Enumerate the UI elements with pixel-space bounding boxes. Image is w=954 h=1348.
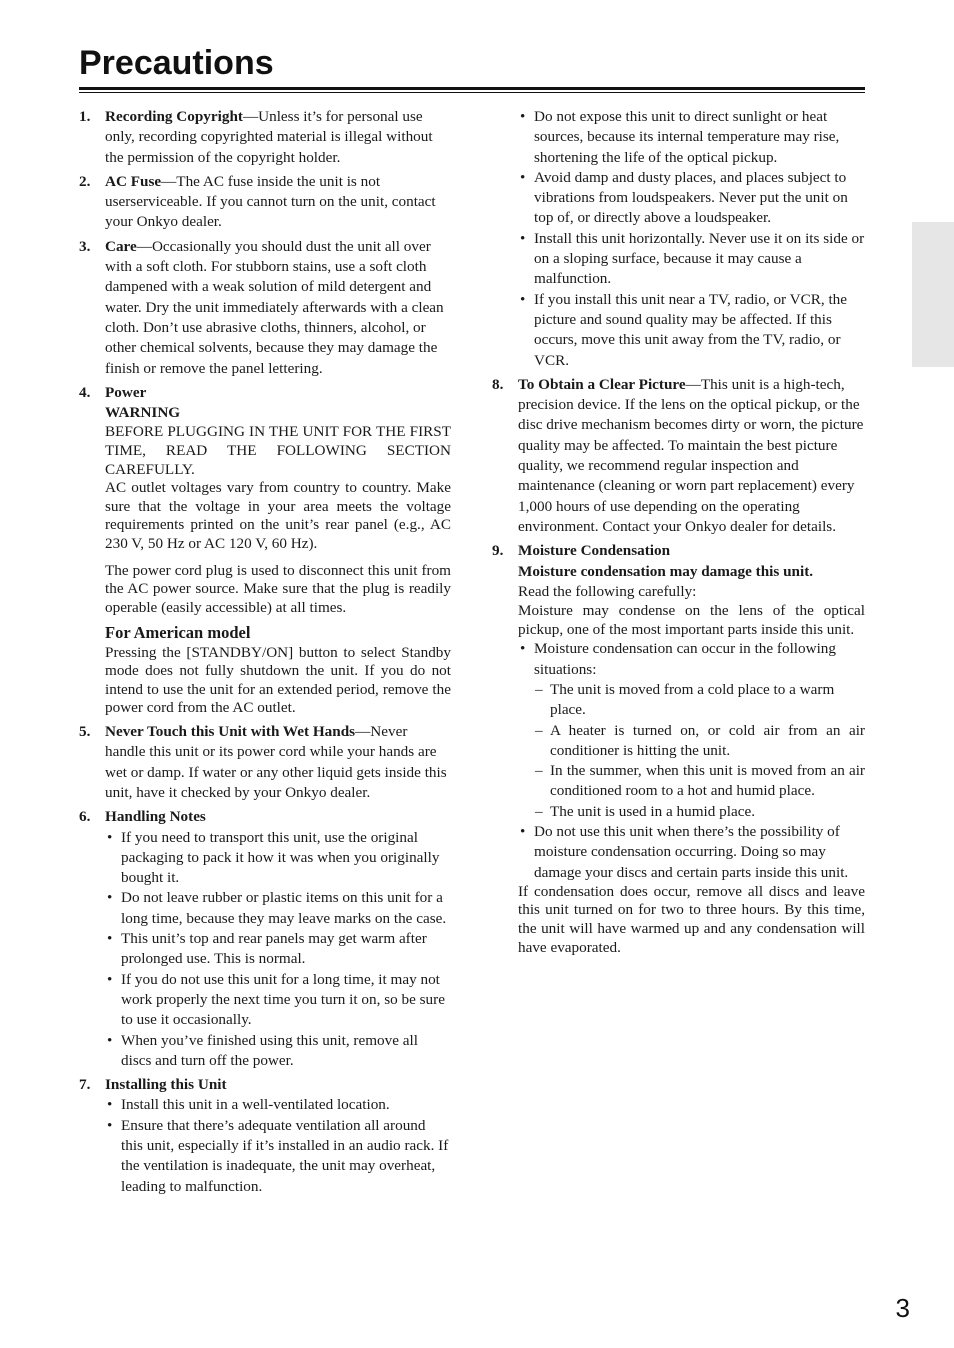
- list-item: • Do not leave rubber or plastic items on this unit for a long time, because they may leave marks on the case.: [105, 888, 451, 929]
- section-tab-marker: [912, 222, 954, 367]
- installing-list-continued: [518, 107, 865, 371]
- item-number: 6.: [79, 808, 91, 826]
- list-item: • Avoid damp and dusty places, and places subject to vibrations from loudspeakers. Never put the unit on top of, or directly above a loudspeaker.: [518, 168, 865, 229]
- precaution-item-clear-picture: [492, 375, 865, 537]
- precaution-item-installing: [79, 1075, 451, 1197]
- precaution-item-wet-hands: [79, 722, 451, 803]
- american-model-heading: For American model: [105, 623, 251, 643]
- moisture-subheading: Moisture condensation may damage this unit.: [518, 562, 814, 580]
- item-heading: Recording Copyright: [105, 108, 243, 125]
- item-heading: Installing this Unit: [105, 1076, 227, 1094]
- item-number: 8.: [492, 375, 504, 393]
- item-heading: To Obtain a Clear Picture: [518, 375, 686, 393]
- precaution-item-recording-copyright: [79, 107, 451, 168]
- title-rule: [79, 87, 865, 90]
- list-item: • When you’ve finished using this unit, remove all discs and turn off the power.: [105, 1031, 451, 1072]
- moisture-closing: If condensation does occur, remove all discs and leave this unit turned on for two to three hours. By this time, the unit will have warmed up and any condensation will have evaporated.: [518, 882, 865, 956]
- list-item: – The unit is used in a humid place.: [534, 802, 865, 822]
- precaution-item-installing-continued: [492, 107, 865, 371]
- precaution-item-care: [79, 237, 451, 379]
- handling-notes-list: [105, 828, 451, 1072]
- list-item: • This unit’s top and rear panels may get warm after prolonged use. This is normal.: [105, 929, 451, 970]
- installing-list: [105, 1095, 451, 1196]
- item-number: 3.: [79, 237, 91, 255]
- situations-list: [534, 680, 865, 822]
- list-item: • Do not expose this unit to direct sunlight or heat sources, because its internal temperature may rise, shortening the life of the optical pickup.: [518, 107, 865, 168]
- list-item: [518, 639, 865, 822]
- precaution-item-moisture: [492, 541, 865, 957]
- list-item: – A heater is turned on, or cold air from an air conditioner is hitting the unit.: [534, 721, 865, 762]
- list-item-text: • Moisture condensation can occur in the following situations:: [534, 640, 836, 678]
- moisture-list: [518, 639, 865, 883]
- item-number: 1.: [79, 108, 91, 125]
- item-heading: Handling Notes: [105, 808, 206, 826]
- item-text: —This unit is a high-tech, precision device. If the lens on the optical pickup, or the disc drive mechanism becomes dirty or worn, the picture quality may be affected. To maintain the best picture quality, we recommend regular inspection and maintenance (cleaning or worn part replacement) every 1,000 hours of use depending on the operating environment. Contact your Onkyo dealer for details.: [518, 375, 864, 535]
- item-number: 5.: [79, 723, 91, 741]
- item-heading: Moisture Condensation: [518, 542, 671, 560]
- precaution-item-handling-notes: [79, 807, 451, 1071]
- voltage-text: AC outlet voltages vary from country to country. Make sure that the voltage in your area meets the voltage requirements printed on the unit’s rear panel (e.g., AC 230 V, 50 Hz or AC 120 V, 60 Hz).: [105, 479, 451, 553]
- american-model-text: Pressing the [STANDBY/ON] button to select Standby mode does not fully shutdown the unit. If you do not intend to use the unit for an extended period, remove the power cord from the AC outlet.: [105, 643, 451, 717]
- page-title: Precautions: [79, 44, 274, 82]
- title-rule-thin: [79, 92, 865, 93]
- left-column: [79, 107, 451, 1201]
- item-heading: Power: [105, 383, 147, 401]
- item-number: 7.: [79, 1076, 91, 1094]
- list-item: – The unit is moved from a cold place to a warm place.: [534, 680, 865, 721]
- list-item: • Ensure that there’s adequate ventilation all around this unit, especially if it’s installed in an audio rack. If the ventilation is inadequate, the unit may overheat, leading to malfunction.: [105, 1116, 451, 1197]
- item-heading: AC Fuse: [105, 172, 162, 190]
- list-item: • Do not use this unit when there’s the possibility of moisture condensation occurring. Doing so may damage your discs and certain parts inside this unit.: [518, 822, 865, 883]
- item-heading: Never Touch this Unit with Wet Hands: [105, 723, 356, 741]
- list-item: • If you do not use this unit for a long time, it may not work properly the next time you turn it on, so be sure to use it occasionally.: [105, 970, 451, 1031]
- read-carefully-text: Read the following carefully:: [518, 582, 697, 600]
- list-item: • Install this unit horizontally. Never use it on its side or on a sloping surface, because it may cause a malfunction.: [518, 229, 865, 290]
- item-number: 9.: [492, 542, 504, 560]
- plug-text: The power cord plug is used to disconnect this unit from the AC power source. Make sure that the plug is readily operable (easily accessible) at all times.: [105, 561, 451, 616]
- item-text: —Occasionally you should dust the unit all over with a soft cloth. For stubborn stains, use a soft cloth dampened with a weak solution of mild detergent and water. Dry the unit immediately afterwards with a clean cloth. Don’t use abrasive cloths, thinners, alcohol, or other chemical solvents, because they may damage the finish or remove the panel lettering.: [105, 237, 444, 377]
- warning-label: WARNING: [105, 404, 181, 422]
- item-number: 2.: [79, 172, 91, 190]
- moisture-intro: Moisture may condense on the lens of the optical pickup, one of the most important parts inside this unit.: [518, 602, 865, 638]
- list-item: • If you install this unit near a TV, radio, or VCR, the picture and sound quality may be affected. If this occurs, move this unit away from the TV, radio, or VCR.: [518, 290, 865, 371]
- warning-text: BEFORE PLUGGING IN THE UNIT FOR THE FIRST TIME, READ THE FOLLOWING SECTION CAREFULLY.: [105, 423, 451, 478]
- list-item: – In the summer, when this unit is moved from an air conditioned room to a hot and humid place.: [534, 761, 865, 802]
- list-item: • If you need to transport this unit, use the original packaging to pack it how it was when you originally bought it.: [105, 828, 451, 889]
- precaution-item-ac-fuse: [79, 172, 451, 233]
- item-text: —The AC fuse inside the unit is not userserviceable. If you cannot turn on the unit, contact your Onkyo dealer.: [105, 172, 436, 231]
- item-text: —Unless it’s for personal use only, recording copyrighted material is illegal without the permission of the copyright holder.: [105, 108, 433, 166]
- item-heading: Care: [105, 237, 137, 255]
- precaution-item-power: [79, 383, 451, 718]
- list-item: • Install this unit in a well-ventilated location.: [105, 1095, 451, 1115]
- page-number: 3: [895, 1293, 910, 1323]
- right-column: [492, 107, 865, 961]
- item-text: —Never handle this unit or its power cord while your hands are wet or damp. If water or any other liquid gets inside this unit, have it checked by your Onkyo dealer.: [105, 723, 447, 801]
- item-number: 4.: [79, 383, 91, 401]
